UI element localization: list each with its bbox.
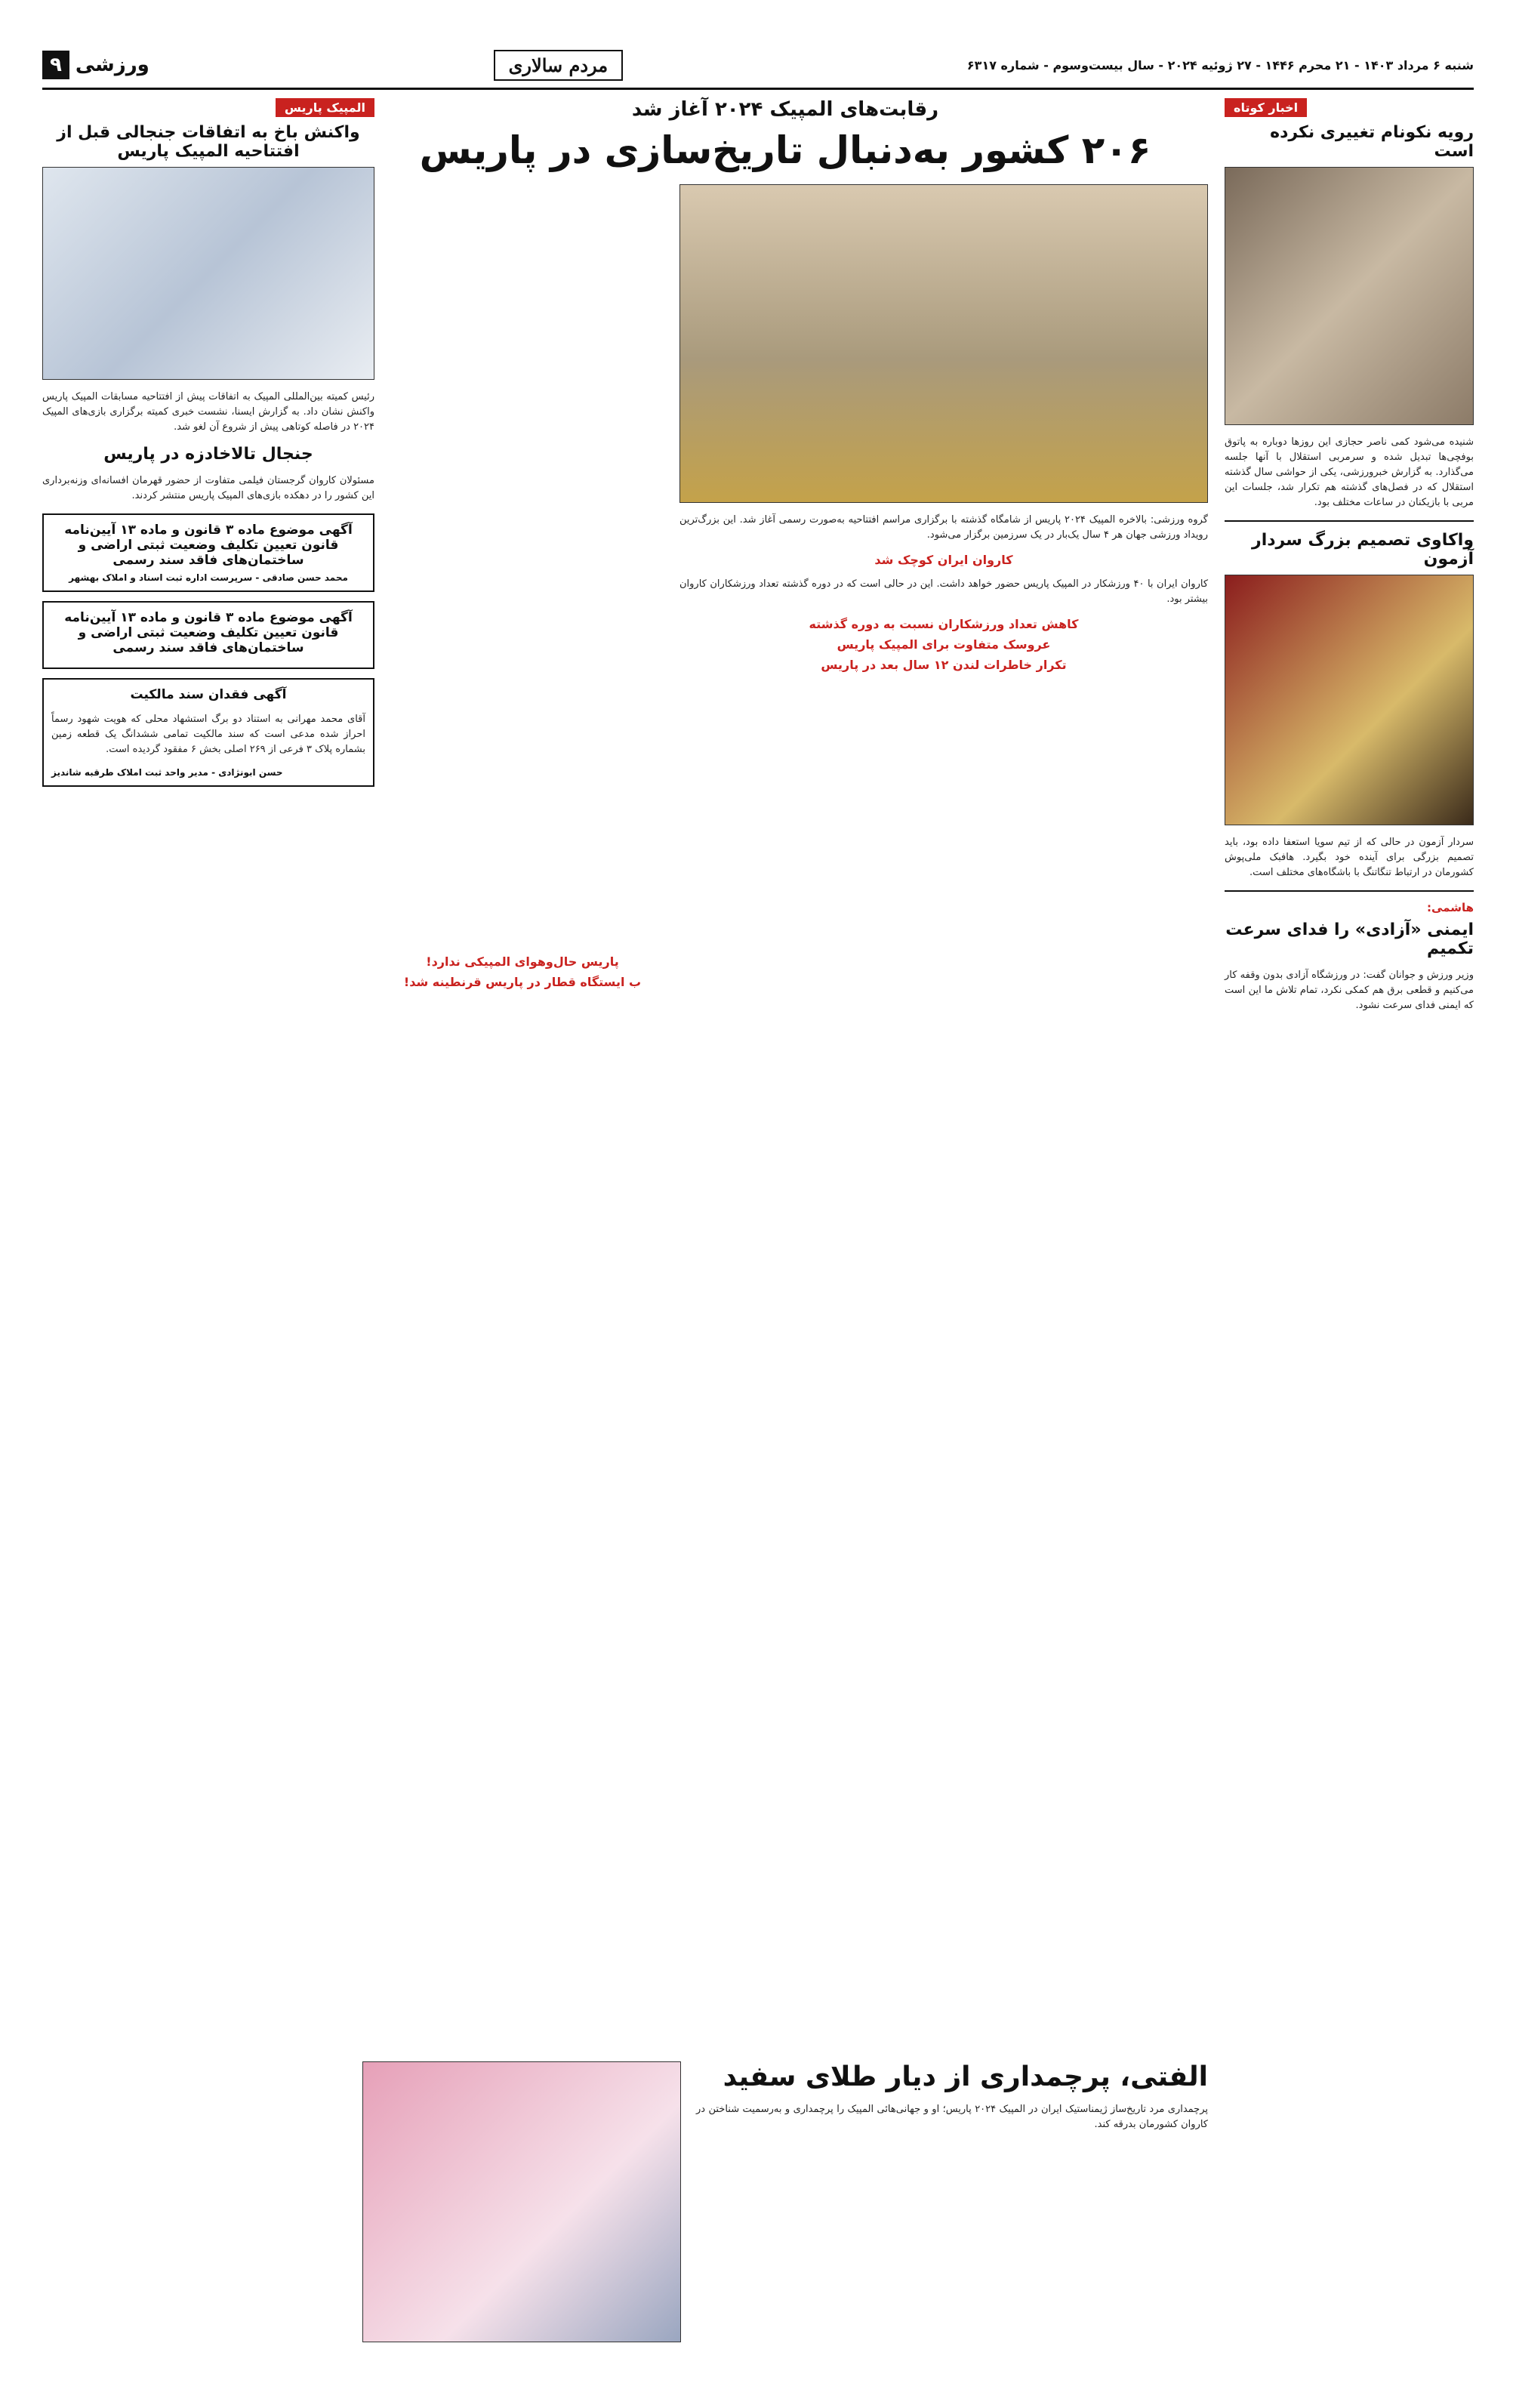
story2-title: واکاوی تصمیم بزرگ سردار آزمون bbox=[1252, 531, 1474, 569]
story3-body: وزیر ورزش و جوانان گفت: در ورزشگاه آزادی بدون وقفه کار می‌کنیم و قطعی برق هم کمکی نکرد، تمام تلاش ما این است که ایمنی فدای سرعت نشود. bbox=[1225, 970, 1474, 1011]
left-story1-body: رئیس کمیته بین‌المللی المپیک به اتفاقات پیش از افتتاحیه مسابقات المپیک پاریس واکنش نشان داد. به گزارش ایسنا، نشست خبری کمیته برگزاری بازی‌های المپیک ۲۰۲۴ در فاصله کوتاهی پیش از شروع آن لغو شد. bbox=[42, 391, 374, 433]
newspaper-page bbox=[21, 0, 1495, 2389]
page-number: ۹ bbox=[42, 51, 69, 79]
section-title: ورزشی bbox=[75, 54, 149, 76]
olympic-medals-photo bbox=[679, 184, 1208, 503]
legal-ad-2 bbox=[42, 601, 374, 669]
story3-title: ایمنی «آزادی» را فدای سرعت تکمیم bbox=[1225, 920, 1474, 958]
feature-title: الفتی، پرچمداری از دیار طلای سفید bbox=[723, 2061, 1208, 2092]
sub-heading-2: کاهش تعداد ورزشکاران نسبت به دوره گذشته bbox=[809, 617, 1079, 631]
left-story1-title: واکنش باخ به اتفاقات جنجالی قبل از افتتاحیه المپیک پاریس bbox=[57, 123, 360, 161]
ad1-title: آگهی موضوع ماده ۳ قانون و ماده ۱۳ آیین‌نامه قانون تعیین تکلیف وضعیت ثبتی اراضی و ساختمان‌های فاقد سند رسمی bbox=[64, 523, 353, 568]
legal-ad-1 bbox=[42, 513, 374, 592]
newspaper-logo: مردم سالاری bbox=[494, 50, 623, 81]
ad3-body: آقای محمد مهرانی به استناد دو برگ استشهاد محلی که هویت شهود رسماً احراز شده مدعی است که سند مالکیت تمامی ششدانگ یک قطعه زمین بشماره پلاک ۳ فرعی از ۲۶۹ اصلی بخش ۶ مفقود گردیده است. bbox=[51, 714, 365, 755]
sub-heading-3: عروسک متفاوت برای المپیک پاریس bbox=[837, 637, 1051, 652]
main-overline: رقابت‌های المپیک ۲۰۲۴ آغاز شد bbox=[631, 98, 939, 121]
sub-heading-1: کاروان ایران کوچک شد bbox=[874, 553, 1013, 567]
ad3-signature: حسن ابونژادی - مدیر واحد ثبت املاک طرقبه شاندیز bbox=[51, 767, 283, 778]
issue-line: شنبه ۶ مرداد ۱۴۰۳ - ۲۱ محرم ۱۴۴۶ - ۲۷ ژوئیه ۲۰۲۴ - سال بیست‌وسوم - شماره ۶۳۱۷ bbox=[966, 57, 1474, 72]
left-column bbox=[42, 98, 374, 787]
feature-body: پرچمداری مرد تاریخ‌ساز ژیمناستیک ایران در المپیک ۲۰۲۴ پاریس؛ او و جهانی‌هائی المپیک را پرچمداری و به‌رسمیت شناختن در کاروان کشورمان بدرقه کند. bbox=[696, 2104, 1208, 2130]
gymnast-photo bbox=[362, 2061, 681, 2342]
player-photo bbox=[1225, 575, 1474, 825]
sub-heading-4: تکرار خاطرات لندن ۱۲ سال بعد در پاریس bbox=[821, 658, 1067, 672]
ad2-title: آگهی موضوع ماده ۳ قانون و ماده ۱۳ آیین‌نامه قانون تعیین تکلیف وضعیت ثبتی اراضی و ساختمان‌های فاقد سند رسمی bbox=[64, 610, 353, 655]
left-story2-body: مسئولان کاروان گرجستان فیلمی متفاوت از حضور قهرمان افسانه‌ای وزنه‌برداری این کشور را در دهکده بازی‌های المپیک پاریس منتشر کردند. bbox=[42, 475, 374, 501]
left-story2-title: جنجال تالاخادزه در پاریس bbox=[103, 445, 313, 464]
story2-body: سردار آزمون در حالی که از تیم سویا استعفا داده بود، باید تصمیم بزرگی برای آینده خود بگیرد. هافبک ملی‌پوش کشورمان در ارتباط تنگاتنگ با باشگاه‌های مختلف است. bbox=[1225, 837, 1474, 878]
left-kicker: المپیک پاریس bbox=[276, 98, 374, 117]
coach-photo bbox=[1225, 167, 1474, 425]
legal-ad-3 bbox=[42, 678, 374, 787]
ad3-title: آگهی فقدان سند مالکیت bbox=[130, 687, 287, 702]
sub-heading-5: پاریس حال‌وهوای المپیکی ندارد! bbox=[426, 954, 619, 969]
main-column bbox=[362, 98, 1209, 2130]
ad1-signature: محمد حسن صادقی - سرپرست اداره ثبت اسناد و املاک بهشهر bbox=[69, 572, 348, 583]
section-label bbox=[42, 51, 149, 79]
main-body2: کاروان ایران با ۴۰ ورزشکار در المپیک پاریس حضور خواهد داشت. این در حالی است که در دوره گذشته تعداد ورزشکاران کاروان بیشتر بود. bbox=[679, 578, 1209, 605]
right-kicker: اخبار کوتاه bbox=[1225, 98, 1307, 117]
masthead bbox=[42, 42, 1474, 90]
story1-title: رویه نکونام تغییری نکرده است bbox=[1270, 123, 1474, 161]
story3-kicker: هاشمی: bbox=[1426, 901, 1474, 914]
main-headline: ۲۰۶ کشور به‌دنبال تاریخ‌سازی در پاریس bbox=[419, 128, 1151, 172]
story1-body: شنیده می‌شود کمی ناصر حجازی این روزها دوباره به پاتوق بوفچی‌ها تبدیل شده و سرمربی استقلال با آنها جلسه می‌گذارد. به گزارش خبرورزشی، یکی از حواشی سال گذشته استقلال که در فصل‌های گذشته هم تکرار شد، جلسات این مربی با بازیکنان در ساعات مختلف بود. bbox=[1225, 436, 1474, 508]
bach-photo bbox=[42, 167, 374, 380]
sub-heading-6: ب ایستگاه قطار در پاریس قرنطینه شد! bbox=[403, 975, 642, 989]
right-column bbox=[1225, 98, 1474, 1023]
main-body1: گروه ورزشی: بالاخره المپیک ۲۰۲۴ پاریس از شامگاه گذشته با برگزاری مراسم افتتاحیه به‌صورت رسمی آغاز شد. این بزرگ‌ترین رویداد ورزشی جهان هر ۴ سال یک‌بار در یک سرزمین برگزار می‌شود. bbox=[679, 514, 1208, 541]
